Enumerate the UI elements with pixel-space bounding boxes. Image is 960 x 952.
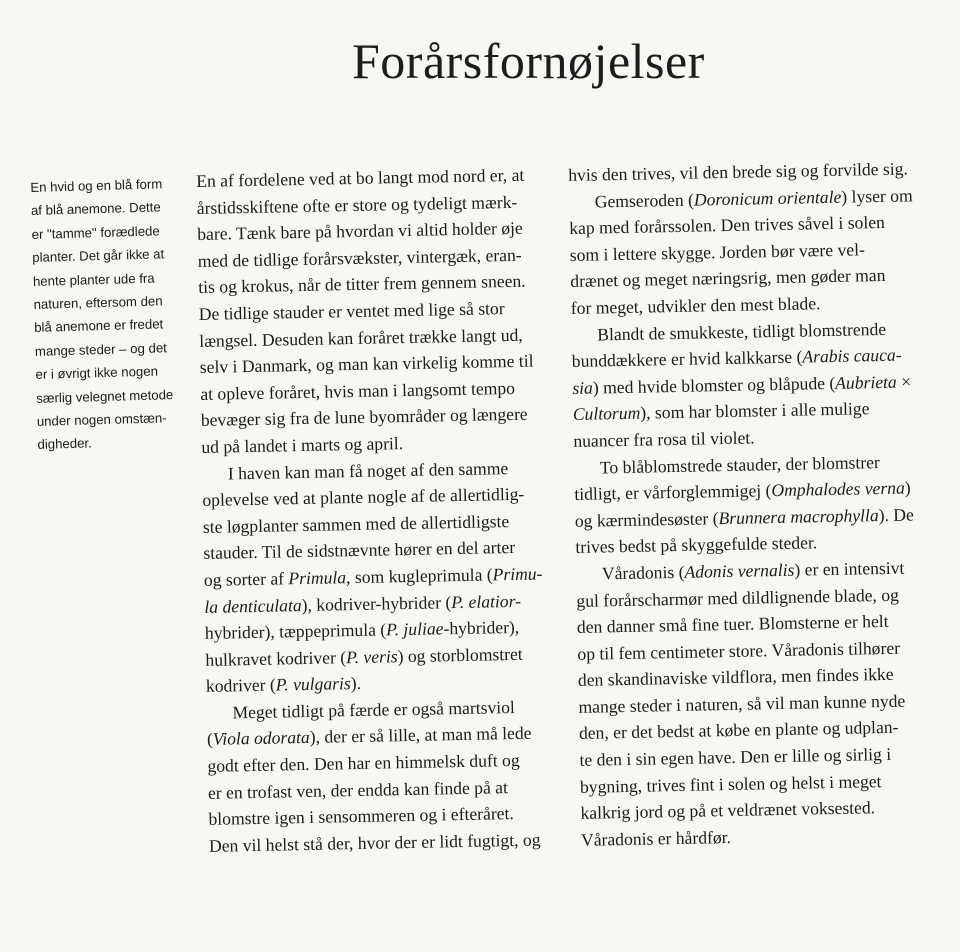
text-fragment: bare. Tænk bare på hvordan vi altid holder øje [197,217,523,245]
text-fragment: drænet og meget næringsrig, men gøder man [570,265,886,292]
photo-caption [30,172,188,457]
species-name: Arabis cauca- [802,344,902,367]
caption-line: er i øvrigt ikke nogen [35,363,159,383]
text-fragment: bevæger sig fra de lune byområder og længere [200,404,528,431]
species-name: Omphalodes verna [771,477,905,501]
text-fragment: Våradonis er hårdfør. [580,826,732,850]
text-fragment: ud på landet i marts og april. [201,433,404,457]
text-fragment: mange steder i naturen, så vil man kunne nyde [578,690,906,717]
text-fragment: er en trofast ven, der endda kan finde på at [207,776,509,803]
species-name: la denticulata [204,594,302,617]
text-fragment: Den vil helst stå der, hvor der er lidt fugtigt, og [208,829,541,856]
species-name: P. juliae [385,618,444,640]
text-fragment: kodriver ( [205,674,277,697]
text-fragment: oplevelse ved at plante nogle af de allertidlig- [202,483,525,511]
species-name: P. veris [345,645,398,667]
text-fragment: kap med forårssolen. Den trives såvel i solen [569,212,886,239]
text-fragment: op til fem centimeter store. Våradonis tilhører [577,637,901,664]
species-name: Viola odorata [212,727,310,750]
text-fragment: den danner små fine tuer. Blomsterne er helt [576,611,889,638]
text-line [581,820,933,853]
text-fragment: -hybrider), [443,616,520,639]
text-fragment: , som kugleprimula ( [345,564,493,588]
text-fragment: som i lettere skygge. Jorden bør være vel- [569,239,866,265]
species-name: P. vulgaris [275,673,351,695]
species-name: Adonis vernalis [684,559,795,582]
species-name: Aubrieta [834,371,897,393]
text-fragment: og sorter af [203,568,289,590]
text-fragment: gul forårscharmør med dildlignende blade, og [576,584,900,611]
text-fragment: ( [206,729,214,750]
text-fragment: bunddækkere er hvid kalkkarse ( [571,346,803,372]
page-title: Forårsfornøjelser [352,33,705,89]
caption-line: En hvid og en blå form [30,176,163,195]
text-fragment: tis og krokus, når de titter frem gennem sneen. [198,271,526,298]
text-fragment: hulkravet kodriver ( [205,646,347,670]
text-fragment: ste løgplanter sammen med de allertidligste [202,510,510,537]
text-fragment: te den i sin egen have. Den er lille og sirlig i [579,743,892,770]
text-fragment: længsel. Desuden kan foråret trække langt ud, [199,324,523,351]
text-fragment: at opleve foråret, hvis man i langsomt tempo [200,377,516,404]
species-name: Doronicum orientale [693,186,842,210]
text-fragment: blomstre igen i sensommeren og i efteråret. [208,803,514,830]
text-fragment: og kærmindesøster ( [574,507,719,531]
text-fragment: med de tidlige forårsvækster, vintergæk, eran- [197,244,522,271]
caption-line: under nogen omstæn- [36,410,167,429]
text-fragment: En af fordelene ved at bo langt mod nord er, at [196,164,525,191]
text-fragment: trives bedst på skyggefulde steder. [575,532,818,558]
text-line [209,826,561,859]
text-fragment: kalkrig jord og på et veldrænet voksested. [580,797,876,824]
text-fragment: Blandt de smukkeste, tidligt blomstrende [597,318,887,345]
text-fragment: Gemseroden ( [594,189,695,212]
text-fragment: nuancer fra rosa til violet. [573,427,755,451]
caption-line: planter. Det går ikke at [32,246,165,266]
text-fragment: Våradonis ( [601,561,685,584]
text-fragment: den, er det bedst at købe en plante og udplan- [578,717,899,744]
text-fragment: ) [904,477,911,498]
text-fragment: To blåblomstrede stauder, der blomstrer [599,451,880,477]
caption-line: særlig velegnet metode [35,386,174,406]
species-name: sia [572,377,594,398]
species-name: Primu- [492,563,543,585]
text-fragment: De tidlige stauder er ventet med lige så stor [198,298,505,324]
text-fragment: stauder. Til de sidstnævnte hører en del arter [203,537,516,564]
text-fragment: hybrider), tæppeprimula ( [204,619,387,644]
caption-line: blå anemone er fredet [34,316,164,336]
species-name: P. elatior- [451,590,522,612]
text-fragment: den skandinaviske vildflora, men findes ikke [577,664,894,691]
text-fragment: ) med hvide blomster og blåpude ( [592,372,836,398]
text-fragment: ), kodriver-hybrider ( [301,591,452,615]
species-name: Brunnera macrophylla [718,504,879,528]
text-fragment: selv i Danmark, og man kan virkelig komme til [199,350,534,378]
species-name: Primula [288,567,347,589]
text-fragment: ) er en intensivt [794,557,905,580]
caption-line: mange steder – og det [34,340,168,359]
text-fragment: ) og storblomstret [397,643,523,666]
text-fragment: ), som har blomster i alle mulige [640,398,870,424]
text-column-left [196,161,561,859]
text-fragment: ), der er så lille, at man må lede [309,723,532,748]
text-fragment: × [896,371,912,392]
caption-line: af blå anemone. Dette [30,199,161,219]
caption-line: er "tamme" forædlede [31,223,160,242]
text-fragment: I haven kan man få noget af den samme [227,457,509,483]
caption-line: naturen, eftersom den [33,293,163,312]
text-column-right [568,155,933,853]
text-fragment: godt efter den. Den har en himmelsk duft og [207,749,520,776]
caption-line: hente planter ude fra [32,270,155,289]
text-fragment: tidligt, er vårforglemmigej ( [574,480,772,505]
text-fragment: ). [350,673,362,694]
text-fragment: bygning, trives fint i solen og helst i meget [579,770,882,797]
text-fragment: årstidsskiftene ofte er store og tydeligt mærk- [196,191,518,218]
caption-line: digheder. [37,435,92,453]
text-fragment: Meget tidligt på færde er også martsviol [232,696,516,723]
text-fragment: ). De [878,504,914,525]
text-fragment: for meget, udvikler den mest blade. [570,293,821,318]
species-name: Cultorum [572,403,641,425]
text-fragment: hvis den trives, vil den brede sig og forvilde sig. [568,158,908,185]
text-fragment: ) lyser om [841,184,913,207]
